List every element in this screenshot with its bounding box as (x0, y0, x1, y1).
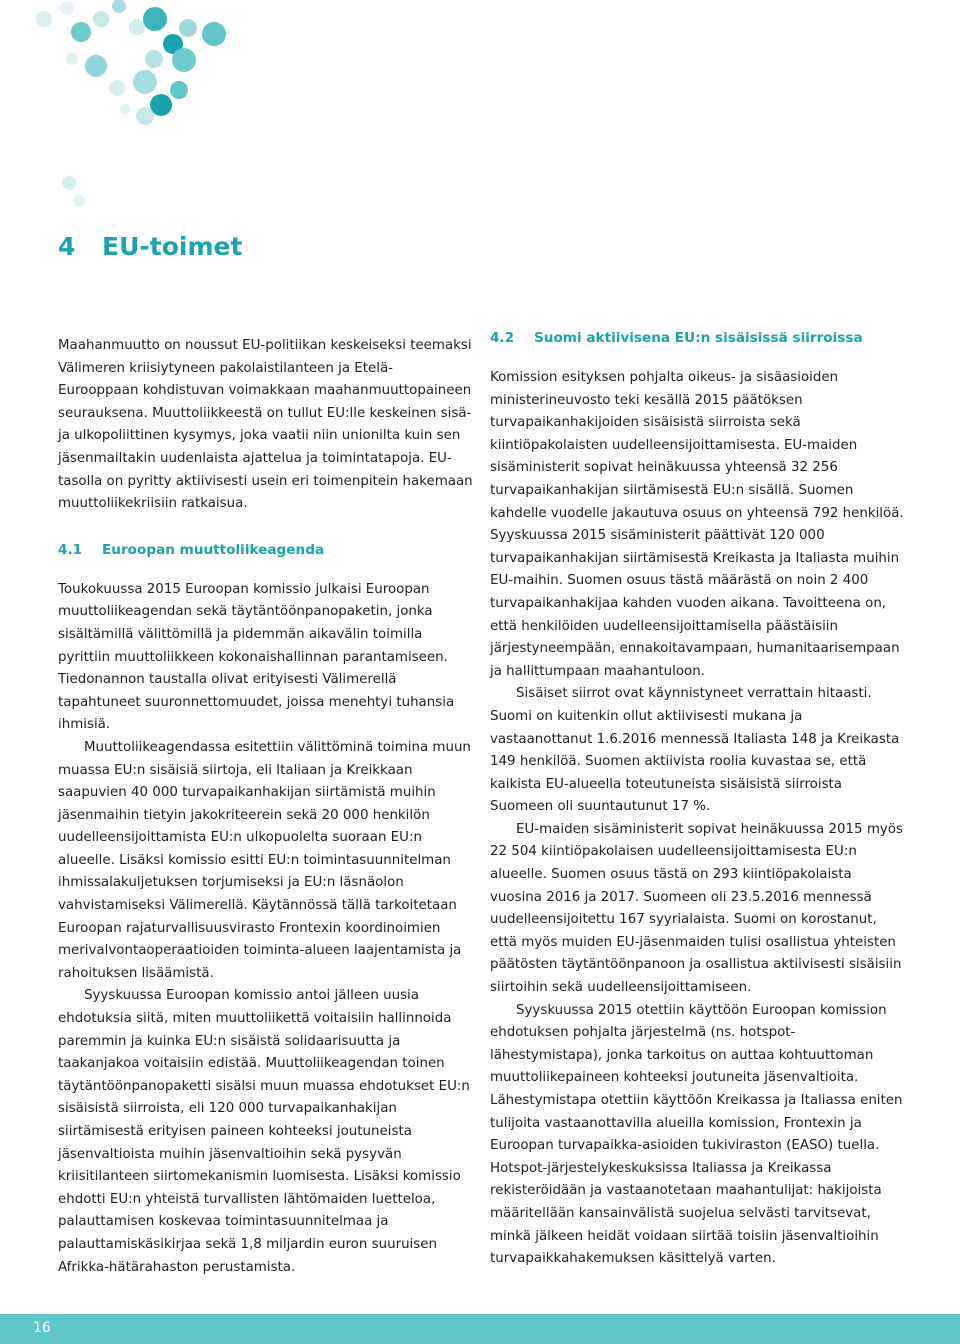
chapter-heading (58, 232, 242, 261)
section-title: Suomi aktiivisena EU:n sisäisissä siirroissa (534, 330, 863, 346)
body-paragraph: Muuttoliikeagendassa esitettiin välittöminä toimina muun muassa EU:n sisäisiä siirtoja, eli Italiaan ja Kreikkaan saapuvien 40 000 turvapaikanhakijan siirtämistä muihin jäsenmaihin tietyin jakokriteerein sekä 20 000 henkilön uudelleensijoittamista EU:n ulkopuolelta suoraan EU:n alueelle. Lisäksi komissio esitti EU:n toimintasuunnitelman ihmissalakuljetuksen torjumiseksi ja EU:n läsnäolon vahvistamiseksi Välimerellä. Käytännössä tällä tarkoitetaan Euroopan rajaturvallisuusvirasto Frontexin koordinoimien merivalvontaoperaatioiden toiminta-alueen laajentamista ja rahoituksen lisäämistä. (58, 739, 471, 981)
decor-dot (71, 22, 91, 42)
decor-dot (36, 11, 52, 27)
decor-dot (93, 11, 109, 27)
decor-dot (62, 176, 76, 190)
chapter-title: EU-toimet (102, 232, 243, 261)
decor-dot (136, 107, 154, 125)
section-title: Euroopan muuttoliikeagenda (102, 541, 325, 558)
decor-dot (109, 80, 125, 96)
chapter-number: 4 (58, 232, 76, 261)
decor-dot (60, 1, 74, 15)
body-paragraph: Sisäiset siirrot ovat käynnistyneet verrattain hitaasti. Suomi on kuitenkin ollut aktiivisesti mukana ja vastaanottanut 1.6.2016 mennessä Italiasta 148 ja Kreikasta 149 henkilöä. Suomen aktiivista roolia kuvastaa se, että kaikista EU-alueella toteutuneista sisäisistä siirroista Suomeen oli suuntautunut 17 %. (490, 686, 900, 815)
decor-dot (170, 81, 188, 99)
decor-dot (129, 19, 145, 35)
section-heading-4-1 (58, 539, 473, 561)
section-heading-4-2 (490, 327, 905, 349)
decor-dot (133, 70, 157, 94)
decor-dot (179, 19, 197, 37)
left-column (58, 335, 473, 1279)
decor-dot (143, 7, 167, 31)
decor-dot (145, 50, 163, 68)
decor-dot (73, 195, 85, 207)
decor-dot (172, 48, 196, 72)
intro-paragraph: Maahanmuutto on noussut EU-politiikan keskeiseksi teemaksi Välimeren kriisiytyneen pakolaistilanteen ja Etelä-Eurooppaan kohdistuvan voimakkaan maahanmuuttopaineen seurauksena. Muuttoliikkeestä on tullut EU:lle keskeinen sisä- ja ulkopoliittinen kysymys, joka vaatii niin unionilta kuin sen jäsenmailtakin uudenlaista ajattelua ja toimintatapoja. EU-tasolla on pyritty aktiivisesti usein eri toimenpitein hakemaan muuttoliikekriisiin ratkaisua. (58, 338, 473, 512)
section-number: 4.2 (490, 330, 515, 346)
page-number: 16 (33, 1320, 51, 1336)
right-column (490, 327, 905, 1271)
decor-dot (112, 0, 126, 13)
section-number: 4.1 (58, 541, 83, 558)
decor-dot (202, 22, 226, 46)
decor-dot (120, 104, 130, 114)
body-paragraph: Syyskuussa Euroopan komissio antoi jälleen uusia ehdotuksia siitä, miten muuttoliikettä voitaisiin hallinnoida paremmin ja kuinka EU:n sisäistä solidaarisuutta ja taakanjakoa voitaisiin edistää. Muuttoliikeagendan toinen täytäntöönpanopaketti sisälsi muun muassa ehdotukset EU:n sisäisistä siirroista, eli 120 000 turvapaikanhakijan siirtämisestä erityisen paineen kohteeksi joutuneista jäsenvaltioista muihin jäsenvaltioihin sekä pysyvän kriisitilanteen siirtomekanismin luomisesta. Lisäksi komissio ehdotti EU:n yhteistä turvallisten lähtömaiden luetteloa, palauttamisen koskevaa toimintasuunnitelmaa ja palauttamiskäsikirjaa sekä 1,8 miljardin euron suuruisen Afrikka-hätärahaston perustamista. (58, 988, 470, 1275)
body-paragraph: EU-maiden sisäministerit sopivat heinäkuussa 2015 myös 22 504 kiintiöpakolaisen uudelleensijoittamisesta EU:n alueelle. Suomen osuus tästä on 293 kiintiöpakolaista vuosina 2016 ja 2017. Suomeen oli 23.5.2016 mennessä uudelleensijoitettu 167 syyrialaista. Suomi on korostanut, että myös muiden EU-jäsenmaiden tulisi osallistua yhteisten päätösten täytäntöönpanoon ja osallistua aktiivisesti sisäisiin siirtoihin sekä uudelleensijoittamiseen. (490, 821, 903, 996)
decor-dot (66, 53, 78, 65)
body-paragraph: Syyskuussa 2015 otettiin käyttöön Euroopan komission ehdotuksen pohjalta järjestelmä (ns. hotspot-lähestymistapa), jonka tarkoitus on auttaa kohtuuttoman muuttoliikepaineen kohteeksi joutuneita jäsenvaltioita. Lähestymistapa otettiin käyttöön Kreikassa ja Italiassa eniten tulijoita vastaanottavilla alueilla komission, Frontexin ja Euroopan turvapaikka-asioiden tukiviraston (EASO) tuella. Hotspot-järjestelykeskuksissa Italiassa ja Kreikassa rekisteröidään ja vastaanotetaan maahantulijat: hakijoista määritellään kansainvälistä suojelua selvästi tarvitsevat, minkä jälkeen heidät voidaan siirtää toisiin jäsenvaltioihin turvapaikkahakemuksen käsittelyä varten. (490, 1002, 903, 1267)
decorative-dots (0, 0, 300, 220)
body-paragraph: Toukokuussa 2015 Euroopan komissio julkaisi Euroopan muuttoliikeagendan sekä täytäntöönpanopaketin, jonka sisältämillä välittömillä ja pidemmän aikavälin toimilla pyrittiin muuttoliikkeen kokonaishallinnan parantamiseen. Tiedonannon taustalla olivat erityisesti Välimerellä tapahtuneet suuronnettomuudet, joissa menehtyi tuhansia ihmisiä. (58, 581, 455, 733)
decor-dot (85, 55, 107, 77)
footer-bar (0, 1314, 960, 1344)
body-paragraph: Komission esityksen pohjalta oikeus- ja sisäasioiden ministerineuvosto teki kesällä 2015 päätöksen turvapaikanhakijoiden sisäisistä siirroista sekä kiintiöpakolaisten uudelleensijoittamisesta. EU-maiden sisäministerit sopivat heinäkuussa yhteensä 32 256 turvapaikanhakijan siirtämisestä EU:n sisällä. Suomen kahdelle vuodelle jakautuva osuus on yhteensä 792 henkilöä. Syyskuussa 2015 sisäministerit päättivät 120 000 turvapaikanhakijan siirtämisestä Kreikasta ja Italiasta muihin EU-maihin. Suomen osuus tästä määrästä on noin 2 400 turvapaikanhakijaa kahden vuoden aikana. Tavoitteena on, että henkilöiden uudelleensijoittamisella päästäisiin järjestyneempään, ennakoitavampaan, humanitaarisempaan ja hallittumpaan maahantuloon. (490, 370, 904, 679)
